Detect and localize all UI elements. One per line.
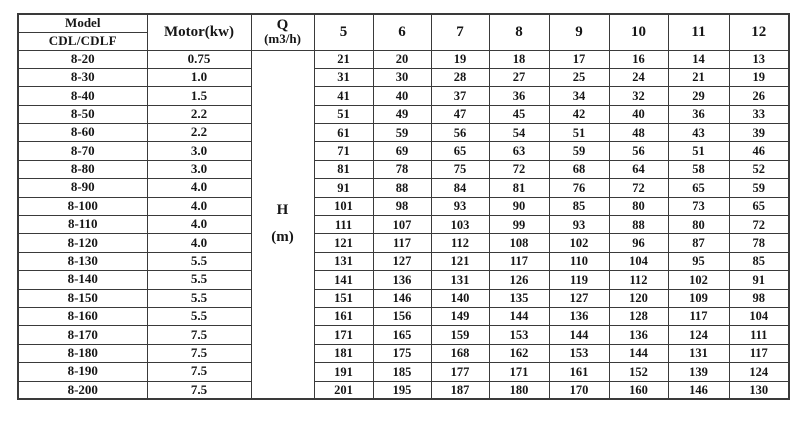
head-value-cell: 124	[668, 326, 729, 344]
head-value-cell: 146	[668, 381, 729, 399]
motor-power-cell: 4.0	[147, 234, 251, 252]
head-value-cell: 168	[431, 344, 489, 362]
flow-symbol-label: Q	[276, 16, 289, 33]
head-value-cell: 135	[489, 289, 549, 307]
head-value-cell: 69	[373, 142, 431, 160]
head-value-cell: 51	[314, 105, 373, 123]
head-value-cell: 65	[431, 142, 489, 160]
flow-col-header-12: 12	[729, 14, 789, 50]
head-value-cell: 156	[373, 307, 431, 325]
head-value-cell: 165	[373, 326, 431, 344]
flow-unit-label: (m3/h)	[264, 30, 301, 46]
head-value-cell: 91	[314, 179, 373, 197]
head-value-cell: 90	[489, 197, 549, 215]
head-value-cell: 175	[373, 344, 431, 362]
head-value-cell: 80	[609, 197, 668, 215]
head-value-cell: 108	[489, 234, 549, 252]
head-value-cell: 201	[314, 381, 373, 399]
head-value-cell: 30	[373, 68, 431, 86]
head-value-cell: 131	[668, 344, 729, 362]
head-value-cell: 126	[489, 271, 549, 289]
head-value-cell: 140	[431, 289, 489, 307]
head-value-cell: 104	[609, 252, 668, 270]
head-value-cell: 98	[729, 289, 789, 307]
head-value-cell: 26	[729, 87, 789, 105]
head-value-cell: 117	[668, 307, 729, 325]
head-value-cell: 162	[489, 344, 549, 362]
head-value-cell: 111	[314, 216, 373, 234]
head-value-cell: 141	[314, 271, 373, 289]
head-value-cell: 181	[314, 344, 373, 362]
table-row	[18, 234, 789, 252]
head-value-cell: 144	[609, 344, 668, 362]
head-value-cell: 128	[609, 307, 668, 325]
table-row	[18, 50, 789, 68]
head-value-cell: 21	[668, 68, 729, 86]
head-value-cell: 16	[609, 50, 668, 68]
motor-power-cell: 5.5	[147, 271, 251, 289]
head-value-cell: 152	[609, 363, 668, 381]
motor-power-cell: 7.5	[147, 344, 251, 362]
head-value-cell: 146	[373, 289, 431, 307]
model-cell: 8-170	[18, 326, 147, 344]
head-value-cell: 33	[729, 105, 789, 123]
head-value-cell: 63	[489, 142, 549, 160]
model-cell: 8-70	[18, 142, 147, 160]
head-value-cell: 130	[729, 381, 789, 399]
motor-power-cell: 1.5	[147, 87, 251, 105]
head-value-cell: 144	[549, 326, 609, 344]
head-value-cell: 121	[431, 252, 489, 270]
table-row	[18, 252, 789, 270]
head-value-cell: 131	[431, 271, 489, 289]
head-value-cell: 85	[549, 197, 609, 215]
head-value-cell: 28	[431, 68, 489, 86]
head-value-cell: 124	[729, 363, 789, 381]
head-value-cell: 95	[668, 252, 729, 270]
head-value-cell: 72	[609, 179, 668, 197]
head-value-cell: 64	[609, 160, 668, 178]
head-value-cell: 171	[314, 326, 373, 344]
head-value-cell: 131	[314, 252, 373, 270]
head-value-cell: 59	[373, 124, 431, 142]
head-value-cell: 91	[729, 271, 789, 289]
head-value-cell: 136	[609, 326, 668, 344]
head-value-cell: 59	[549, 142, 609, 160]
head-value-cell: 78	[729, 234, 789, 252]
head-value-cell: 159	[431, 326, 489, 344]
table-row	[18, 105, 789, 123]
motor-power-cell: 7.5	[147, 381, 251, 399]
flow-col-header-10: 10	[609, 14, 668, 50]
head-value-cell: 104	[729, 307, 789, 325]
head-value-cell: 19	[431, 50, 489, 68]
motor-power-cell: 5.5	[147, 252, 251, 270]
motor-power-cell: 2.2	[147, 124, 251, 142]
motor-power-cell: 0.75	[147, 50, 251, 68]
model-cell: 8-180	[18, 344, 147, 362]
table-row	[18, 216, 789, 234]
head-value-cell: 88	[373, 179, 431, 197]
table-row	[18, 68, 789, 86]
head-value-cell: 52	[729, 160, 789, 178]
model-cell: 8-130	[18, 252, 147, 270]
head-value-cell: 59	[729, 179, 789, 197]
head-value-cell: 180	[489, 381, 549, 399]
flow-col-header-5: 5	[314, 14, 373, 50]
head-value-cell: 153	[549, 344, 609, 362]
model-cell: 8-200	[18, 381, 147, 399]
flow-col-header-6: 6	[373, 14, 431, 50]
head-value-cell: 96	[609, 234, 668, 252]
head-value-cell: 149	[431, 307, 489, 325]
head-value-cell: 42	[549, 105, 609, 123]
flow-rate-header	[251, 14, 314, 50]
head-value-cell: 107	[373, 216, 431, 234]
head-value-cell: 58	[668, 160, 729, 178]
head-value-cell: 98	[373, 197, 431, 215]
motor-power-cell: 2.2	[147, 105, 251, 123]
head-value-cell: 112	[609, 271, 668, 289]
model-cell: 8-30	[18, 68, 147, 86]
head-value-cell: 88	[609, 216, 668, 234]
model-cell: 8-90	[18, 179, 147, 197]
head-unit-label: (m)	[271, 229, 294, 246]
motor-power-cell: 7.5	[147, 326, 251, 344]
head-value-cell: 76	[549, 179, 609, 197]
head-value-cell: 170	[549, 381, 609, 399]
head-value-cell: 17	[549, 50, 609, 68]
motor-power-header: Motor(kw)	[147, 14, 251, 50]
motor-power-cell: 4.0	[147, 179, 251, 197]
model-header-label: Model	[18, 14, 147, 32]
head-value-cell: 65	[668, 179, 729, 197]
head-value-cell: 54	[489, 124, 549, 142]
head-value-cell: 185	[373, 363, 431, 381]
model-cell: 8-110	[18, 216, 147, 234]
head-value-cell: 117	[373, 234, 431, 252]
model-cell: 8-190	[18, 363, 147, 381]
head-value-cell: 101	[314, 197, 373, 215]
head-value-cell: 27	[489, 68, 549, 86]
head-value-cell: 102	[668, 271, 729, 289]
head-value-cell: 103	[431, 216, 489, 234]
model-cell: 8-100	[18, 197, 147, 215]
head-value-cell: 40	[373, 87, 431, 105]
model-cell: 8-80	[18, 160, 147, 178]
head-value-cell: 81	[314, 160, 373, 178]
model-cell: 8-160	[18, 307, 147, 325]
model-cell: 8-20	[18, 50, 147, 68]
head-value-cell: 34	[549, 87, 609, 105]
head-value-cell: 171	[489, 363, 549, 381]
head-value-cell: 36	[668, 105, 729, 123]
head-value-cell: 47	[431, 105, 489, 123]
head-value-cell: 120	[609, 289, 668, 307]
head-value-cell: 84	[431, 179, 489, 197]
head-value-cell: 48	[609, 124, 668, 142]
motor-power-cell: 1.0	[147, 68, 251, 86]
flow-col-header-9: 9	[549, 14, 609, 50]
head-value-cell: 93	[549, 216, 609, 234]
head-value-cell: 61	[314, 124, 373, 142]
head-value-cell: 40	[609, 105, 668, 123]
model-cell: 8-60	[18, 124, 147, 142]
motor-power-cell: 5.5	[147, 289, 251, 307]
head-value-cell: 121	[314, 234, 373, 252]
head-value-cell: 39	[729, 124, 789, 142]
head-value-cell: 191	[314, 363, 373, 381]
table-row	[18, 307, 789, 325]
head-value-cell: 37	[431, 87, 489, 105]
head-value-cell: 195	[373, 381, 431, 399]
table-row	[18, 344, 789, 362]
head-value-cell: 49	[373, 105, 431, 123]
head-value-cell: 19	[729, 68, 789, 86]
head-value-cell: 93	[431, 197, 489, 215]
head-value-cell: 136	[549, 307, 609, 325]
head-value-cell: 51	[549, 124, 609, 142]
head-value-cell: 151	[314, 289, 373, 307]
head-value-cell: 81	[489, 179, 549, 197]
table-row	[18, 363, 789, 381]
head-value-cell: 65	[729, 197, 789, 215]
motor-power-cell: 3.0	[147, 160, 251, 178]
table-header	[18, 14, 789, 50]
head-value-cell: 161	[314, 307, 373, 325]
model-cell: 8-50	[18, 105, 147, 123]
motor-power-cell: 7.5	[147, 363, 251, 381]
model-cell: 8-120	[18, 234, 147, 252]
head-value-cell: 109	[668, 289, 729, 307]
head-value-cell: 29	[668, 87, 729, 105]
table-row	[18, 160, 789, 178]
head-value-cell: 87	[668, 234, 729, 252]
head-value-cell: 68	[549, 160, 609, 178]
head-value-cell: 56	[609, 142, 668, 160]
head-value-cell: 102	[549, 234, 609, 252]
head-value-cell: 110	[549, 252, 609, 270]
head-value-cell: 187	[431, 381, 489, 399]
flow-col-header-11: 11	[668, 14, 729, 50]
head-value-cell: 144	[489, 307, 549, 325]
model-cell: 8-150	[18, 289, 147, 307]
head-value-cell: 21	[314, 50, 373, 68]
model-cell: 8-140	[18, 271, 147, 289]
model-cell: 8-40	[18, 87, 147, 105]
head-value-cell: 36	[489, 87, 549, 105]
head-value-cell: 24	[609, 68, 668, 86]
table-row	[18, 142, 789, 160]
head-value-cell: 32	[609, 87, 668, 105]
head-value-cell: 45	[489, 105, 549, 123]
table-row	[18, 124, 789, 142]
head-value-cell: 136	[373, 271, 431, 289]
head-symbol-label: H	[276, 202, 289, 219]
head-value-cell: 72	[729, 216, 789, 234]
table-row	[18, 87, 789, 105]
head-value-cell: 56	[431, 124, 489, 142]
head-value-cell: 112	[431, 234, 489, 252]
table-row	[18, 289, 789, 307]
head-value-cell: 25	[549, 68, 609, 86]
head-value-cell: 46	[729, 142, 789, 160]
table-row	[18, 326, 789, 344]
head-value-cell: 160	[609, 381, 668, 399]
head-value-cell: 75	[431, 160, 489, 178]
head-value-cell: 119	[549, 271, 609, 289]
motor-power-cell: 4.0	[147, 216, 251, 234]
head-value-cell: 43	[668, 124, 729, 142]
head-value-cell: 177	[431, 363, 489, 381]
table-row	[18, 381, 789, 399]
table-row	[18, 179, 789, 197]
head-value-cell: 78	[373, 160, 431, 178]
head-value-cell: 117	[489, 252, 549, 270]
head-value-cell: 73	[668, 197, 729, 215]
head-value-cell: 51	[668, 142, 729, 160]
flow-col-header-8: 8	[489, 14, 549, 50]
head-value-cell: 127	[373, 252, 431, 270]
head-value-cell: 85	[729, 252, 789, 270]
head-value-cell: 161	[549, 363, 609, 381]
table-row	[18, 271, 789, 289]
header-row-top	[18, 14, 789, 32]
motor-power-cell: 4.0	[147, 197, 251, 215]
head-value-cell: 139	[668, 363, 729, 381]
pump-head-table	[17, 13, 790, 400]
model-series-label: CDL/CDLF	[18, 32, 147, 50]
head-value-cell: 117	[729, 344, 789, 362]
head-value-cell: 99	[489, 216, 549, 234]
head-value-cell: 14	[668, 50, 729, 68]
head-value-cell: 80	[668, 216, 729, 234]
motor-power-cell: 3.0	[147, 142, 251, 160]
head-value-cell: 18	[489, 50, 549, 68]
head-value-cell: 127	[549, 289, 609, 307]
head-value-cell: 111	[729, 326, 789, 344]
head-value-cell: 72	[489, 160, 549, 178]
head-unit-cell	[251, 50, 314, 399]
head-value-cell: 31	[314, 68, 373, 86]
head-value-cell: 41	[314, 87, 373, 105]
head-value-cell: 71	[314, 142, 373, 160]
table-row	[18, 197, 789, 215]
head-value-cell: 20	[373, 50, 431, 68]
motor-power-cell: 5.5	[147, 307, 251, 325]
flow-col-header-7: 7	[431, 14, 489, 50]
table-body	[18, 50, 789, 399]
head-value-cell: 153	[489, 326, 549, 344]
head-value-cell: 13	[729, 50, 789, 68]
